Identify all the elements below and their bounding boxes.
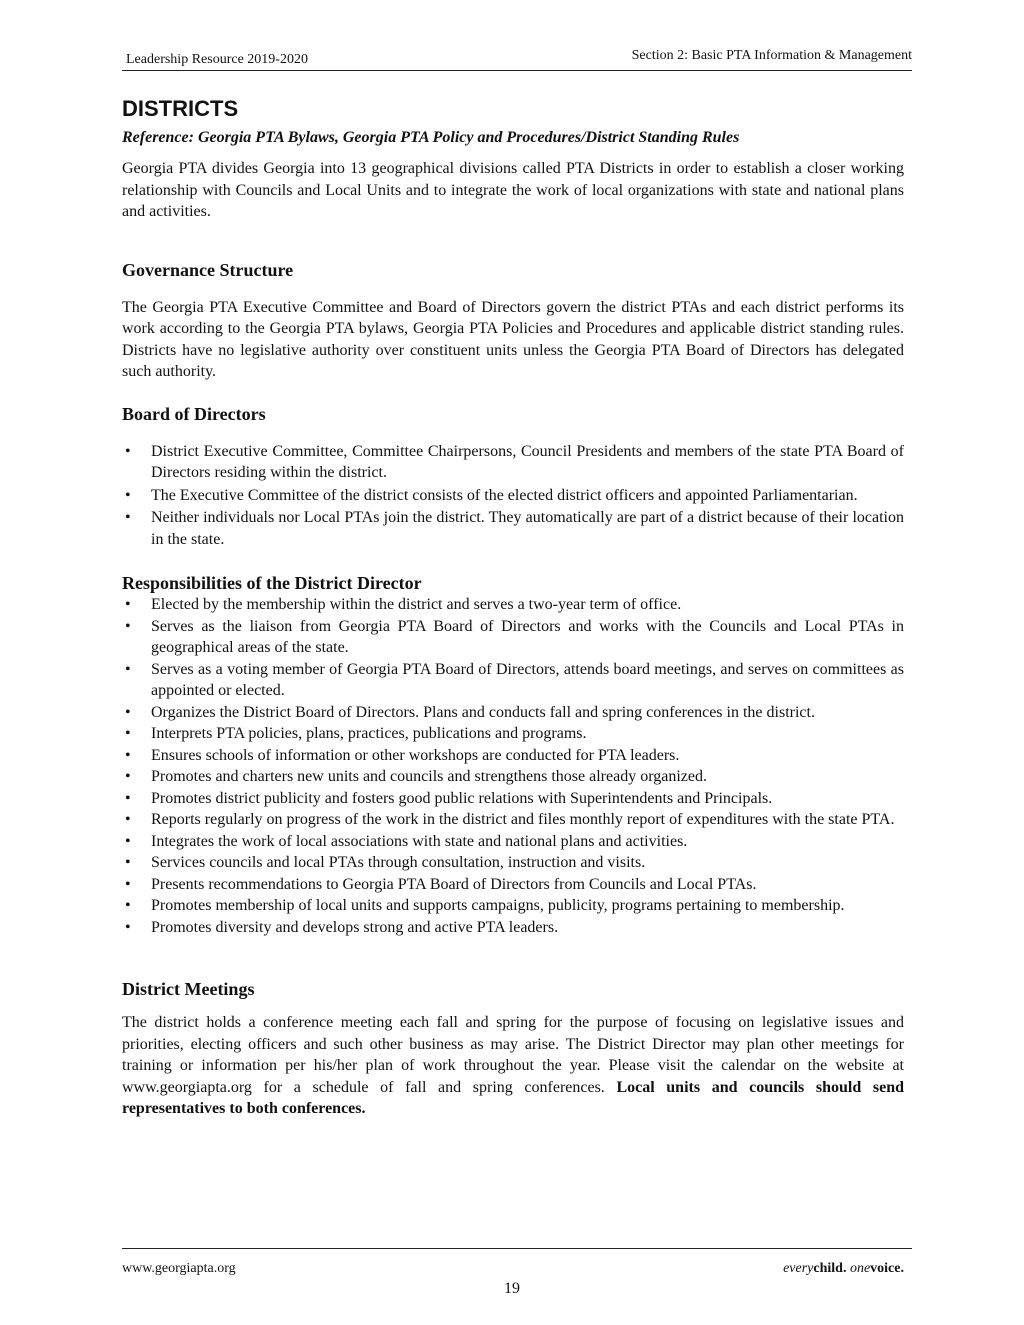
list-item: • Promotes district publicity and fosters good public relations with Superintendents and Principals.	[122, 788, 904, 810]
list-item: • Promotes diversity and develops strong and active PTA leaders.	[122, 917, 904, 939]
reference-line: Reference: Georgia PTA Bylaws, Georgia PTA Policy and Procedures/District Standing Rules	[122, 129, 740, 146]
list-item: • District Executive Committee, Committee Chairpersons, Council Presidents and members of the state PTA Board of Directors residing within the district.	[122, 441, 904, 484]
tagline-every: every	[783, 1261, 814, 1276]
tagline-voice: voice.	[870, 1261, 904, 1276]
footer-website: www.georgiapta.org	[122, 1261, 236, 1276]
tagline-child: child.	[813, 1261, 847, 1276]
meetings-paragraph	[122, 1012, 904, 1120]
list-item: • Elected by the membership within the district and serves a two-year term of office.	[122, 594, 904, 616]
footer-tagline	[783, 1261, 904, 1277]
page-number: 19	[504, 1280, 520, 1297]
footer-divider	[122, 1248, 912, 1249]
list-item: • Ensures schools of information or other workshops are conducted for PTA leaders.	[122, 745, 904, 767]
list-item: • Interprets PTA policies, plans, practices, publications and programs.	[122, 723, 904, 745]
tagline-one: one	[849, 1261, 871, 1276]
responsibilities-heading: Responsibilities of the District Director	[122, 573, 422, 593]
governance-heading: Governance Structure	[122, 259, 294, 280]
board-heading: Board of Directors	[122, 403, 266, 424]
responsibilities-list	[122, 594, 904, 938]
list-item: • Promotes and charters new units and councils and strengthens those already organized.	[122, 766, 904, 788]
meetings-heading: District Meetings	[122, 979, 255, 999]
list-item: • The Executive Committee of the district consists of the elected district officers and appointed Parliamentarian.	[122, 485, 904, 507]
list-item: • Reports regularly on progress of the work in the district and files monthly report of expenditures with the state PTA.	[122, 809, 904, 831]
governance-paragraph: The Georgia PTA Executive Committee and Board of Directors govern the district PTAs and each district performs its work according to the Georgia PTA bylaws, Georgia PTA Policies and Procedures and applicable district standing rules. Districts have no legislative authority over constituent units unless the Georgia PTA Board of Directors has delegated such authority.	[122, 298, 904, 380]
meetings-text: The district holds a conference meeting each fall and spring for the purpose of focusing on legislative issues and priorities, electing officers and such other business as may arise. The District Director may plan other meetings for training or information per his/her plan of work throughout the year. Please visit the calendar on the website at www.georgiapta.org for a schedule of fall and spring conferences.	[122, 1014, 904, 1096]
header-left-text: Leadership Resource 2019-2020	[126, 52, 308, 67]
list-item: • Presents recommendations to Georgia PTA Board of Directors from Councils and Local PTAs.	[122, 874, 904, 896]
meetings-bold-text: Local units and councils should send representatives to both conferences.	[122, 1078, 905, 1117]
intro-paragraph: Georgia PTA divides Georgia into 13 geographical divisions called PTA Districts in order to establish a closer working relationship with Councils and Local Units and to integrate the work of local organizations with state and national plans and activities.	[122, 160, 904, 220]
list-item: • Serves as a voting member of Georgia PTA Board of Directors, attends board meetings, and serves on committees as appointed or elected.	[122, 659, 904, 702]
list-item: • Integrates the work of local associations with state and national plans and activities.	[122, 831, 904, 853]
board-list	[122, 441, 904, 551]
page-content	[122, 96, 904, 1120]
list-item: • Neither individuals nor Local PTAs join the district. They automatically are part of a district because of their location in the state.	[122, 507, 904, 550]
header-right-text: Section 2: Basic PTA Information & Management	[631, 48, 912, 63]
list-item: • Promotes membership of local units and supports campaigns, publicity, programs pertaining to membership.	[122, 895, 904, 917]
list-item: • Organizes the District Board of Directors. Plans and conducts fall and spring conferences in the district.	[122, 702, 904, 724]
list-item: • Serves as the liaison from Georgia PTA Board of Directors and works with the Councils and Local PTAs in geographical areas of the state.	[122, 616, 904, 659]
page-header	[122, 42, 912, 71]
page-title: DISTRICTS	[122, 96, 239, 121]
list-item: • Services councils and local PTAs through consultation, instruction and visits.	[122, 852, 904, 874]
